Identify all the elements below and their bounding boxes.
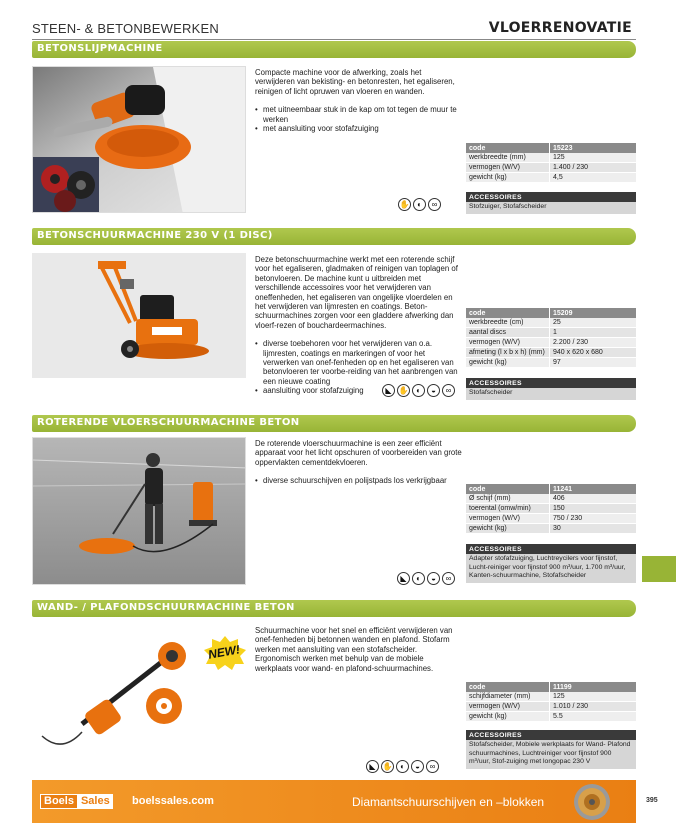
product-2-title-bar	[32, 228, 636, 245]
product-2-photo	[32, 253, 246, 378]
product-1-title: BETONSLIJPMACHINE	[37, 43, 163, 54]
footer-website-link[interactable]: boelssales.com	[132, 795, 214, 807]
new-badge-label: NEW!	[207, 642, 241, 662]
safety-shoe-icon: ◣	[382, 384, 395, 397]
gloves-icon: ✋	[381, 760, 394, 773]
section-heading: VLOERRENOVATIE	[488, 20, 632, 36]
product-3-spec-table: code 11241 Ø schijf (mm) 406 toerental (omw/min) 150 vermogen (W/V) 750 / 230 gewicht (kg) 30	[466, 484, 636, 534]
product-1-description: Compacte machine voor de afwerking, zoals het verwijderen van bekisting- en betonresten, het egaliseren, reinigen of licht opruwen van vloeren en wanden. • met uitneembaar stuk in de kap om tot tegen de muur te werken • met aansluiting voor stofafzuiging	[255, 68, 463, 133]
spec-row: afmeting (l x b x h) (mm) 940 x 620 x 680	[466, 348, 636, 358]
product-1-accessories: ACCESSOIRES Stofzuiger, Stofafscheider	[466, 192, 636, 214]
ear-protection-icon: ◐	[412, 384, 425, 397]
new-badge	[204, 636, 246, 675]
gloves-icon: ✋	[398, 198, 411, 211]
product-2-description: Deze betonschuurmachine werkt met een roterende schijf voor het egaliseren, gladmaken of reinigen van toplagen of betonvloeren. De machine kunt u uitbreiden met verschillende accessoires voor het verwijderen van oneffenheden, het egaliseren van ongelijke vloerdelen en het verwijderen van lijmresten en coatings. Beton-schuurmachines zorgen voor een gladdere afwerking dan vloerf-rezen of bouchardeermachines. • diverse toebehoren voor het verwijderen van o.a. lijmresten, coatings en markeringen of voor het verwerken van onef-fenheden op en het egaliseren van betonvloeren ter voorbe-reiding van het aanbrengen van een nieuwe coating • aansluiting voor stofafzuiging	[255, 255, 463, 396]
side-tab-marker	[642, 556, 676, 582]
spec-row: vermogen (W/V) 2.200 / 230	[466, 338, 636, 348]
product-3-safety-icons	[397, 572, 455, 585]
spec-row: aantal discs 1	[466, 328, 636, 338]
spec-row: vermogen (W/V) 1.010 / 230	[466, 702, 636, 712]
goggles-icon: ∞	[426, 760, 439, 773]
product-3-photo	[32, 437, 246, 585]
product-4-accessories: ACCESSOIRES Stofafscheider, Mobiele werkplaats for Wand- Plafond schuurmachines, Luchtreiniger voor fijnstof 900 m³/uur, Stof-zuiging met longopac 230 V	[466, 730, 636, 769]
product-4-spec-table: code 11199 schijfdiameter (mm) 125 vermogen (W/V) 1.010 / 230 gewicht (kg) 5.5	[466, 682, 636, 722]
ear-protection-icon: ◐	[413, 198, 426, 211]
boels-sales-logo[interactable]: Boels Sales	[40, 794, 113, 809]
product-4-title-bar	[32, 600, 636, 617]
product-3-accessories: ACCESSOIRES Adapter stofafzuiging, Luchtreycilers voor fijnstof, Lucht-reiniger voor fijnstof 900 m³/uur, 1.700 m³/uur, Kanten-schuurmachine, Stofafscheider	[466, 544, 636, 583]
safety-shoe-icon: ◣	[366, 760, 379, 773]
product-3-title-bar	[32, 415, 636, 432]
page-number: 395	[646, 797, 658, 804]
product-3-bullet: • diverse schuurschijven en polijstpads los verkrijgbaar	[255, 476, 463, 485]
spec-row: gewicht (kg) 5.5	[466, 712, 636, 722]
header-divider	[32, 39, 636, 40]
product-1-bullet: • met uitneembaar stuk in de kap om tot tegen de muur te werken	[255, 105, 463, 124]
product-2-title: BETONSCHUURMACHINE 230 V (1 DISC)	[37, 230, 273, 241]
mask-icon: ◒	[427, 384, 440, 397]
product-1-safety-icons	[398, 198, 441, 211]
goggles-icon: ∞	[442, 572, 455, 585]
product-4-safety-icons	[366, 760, 439, 773]
product-4-title: WAND- / PLAFONDSCHUURMACHINE BETON	[37, 602, 295, 613]
product-1-title-bar	[32, 41, 636, 58]
product-2-accessories: ACCESSOIRES Stofafscheider	[466, 378, 636, 400]
spec-row: gewicht (kg) 4,5	[466, 173, 636, 183]
footer-bar	[32, 780, 636, 823]
product-3-description: De roterende vloerschuurmachine is een zeer efficiënt apparaat voor het licht opschuren of voorbereiden van grote oppervlakten cementdekvloeren. • diverse schuurschijven en polijstpads los verkrijgbaar	[255, 439, 463, 486]
mask-icon: ◒	[427, 572, 440, 585]
product-2-bullet: • diverse toebehoren voor het verwijderen van o.a. lijmresten, coatings en markeringen of voor het verwerken van onef-fenheden op en het egaliseren van betonvloeren ter voorbe-reiding van het aanbrengen van een nieuwe coating	[255, 339, 463, 386]
product-2-bullet: • aansluiting voor stofafzuiging	[255, 386, 463, 395]
spec-row: werkbreedte (mm) 125	[466, 153, 636, 163]
spec-row: schijfdiameter (mm) 125	[466, 692, 636, 702]
product-4-description: Schuurmachine voor het snel en efficiënt verwijderen van onef-fenheden bij betonnen wanden en plafond. Stofarm werken met aansluiting van een stofafscheider. Ergonomisch werken met behulp van de mobiele werkplaats voor wand- en plafond-schuurmachines.	[255, 626, 453, 673]
goggles-icon: ∞	[442, 384, 455, 397]
gloves-icon: ✋	[397, 384, 410, 397]
spec-row: vermogen (W/V) 1.400 / 230	[466, 163, 636, 173]
diamond-disc-icon	[572, 782, 612, 823]
safety-shoe-icon: ◣	[397, 572, 410, 585]
spec-row: gewicht (kg) 97	[466, 358, 636, 368]
product-1-photo	[32, 66, 246, 213]
spec-row: toerental (omw/min) 150	[466, 504, 636, 514]
product-2-spec-table: code 15209 werkbreedte (cm) 25 aantal discs 1 vermogen (W/V) 2.200 / 230 afmeting (l x b x h) (mm) 940 x 620 x 680 gewicht (kg) 97	[466, 308, 636, 368]
product-3-title: ROTERENDE VLOERSCHUURMACHINE BETON	[37, 417, 300, 428]
product-2-safety-icons	[382, 384, 455, 397]
mask-icon: ◒	[411, 760, 424, 773]
ear-protection-icon: ◐	[412, 572, 425, 585]
spec-row: werkbreedte (cm) 25	[466, 318, 636, 328]
spec-row: gewicht (kg) 30	[466, 524, 636, 534]
spec-row: Ø schijf (mm) 406	[466, 494, 636, 504]
footer-title: Diamantschuurschijven en –blokken	[352, 795, 545, 809]
product-1-bullet: • met aansluiting voor stofafzuiging	[255, 124, 463, 133]
category-heading: STEEN- & BETONBEWERKEN	[32, 21, 219, 36]
ear-protection-icon: ◐	[396, 760, 409, 773]
product-1-spec-table: code 15223 werkbreedte (mm) 125 vermogen (W/V) 1.400 / 230 gewicht (kg) 4,5	[466, 143, 636, 183]
goggles-icon: ∞	[428, 198, 441, 211]
spec-row: vermogen (W/V) 750 / 230	[466, 514, 636, 524]
